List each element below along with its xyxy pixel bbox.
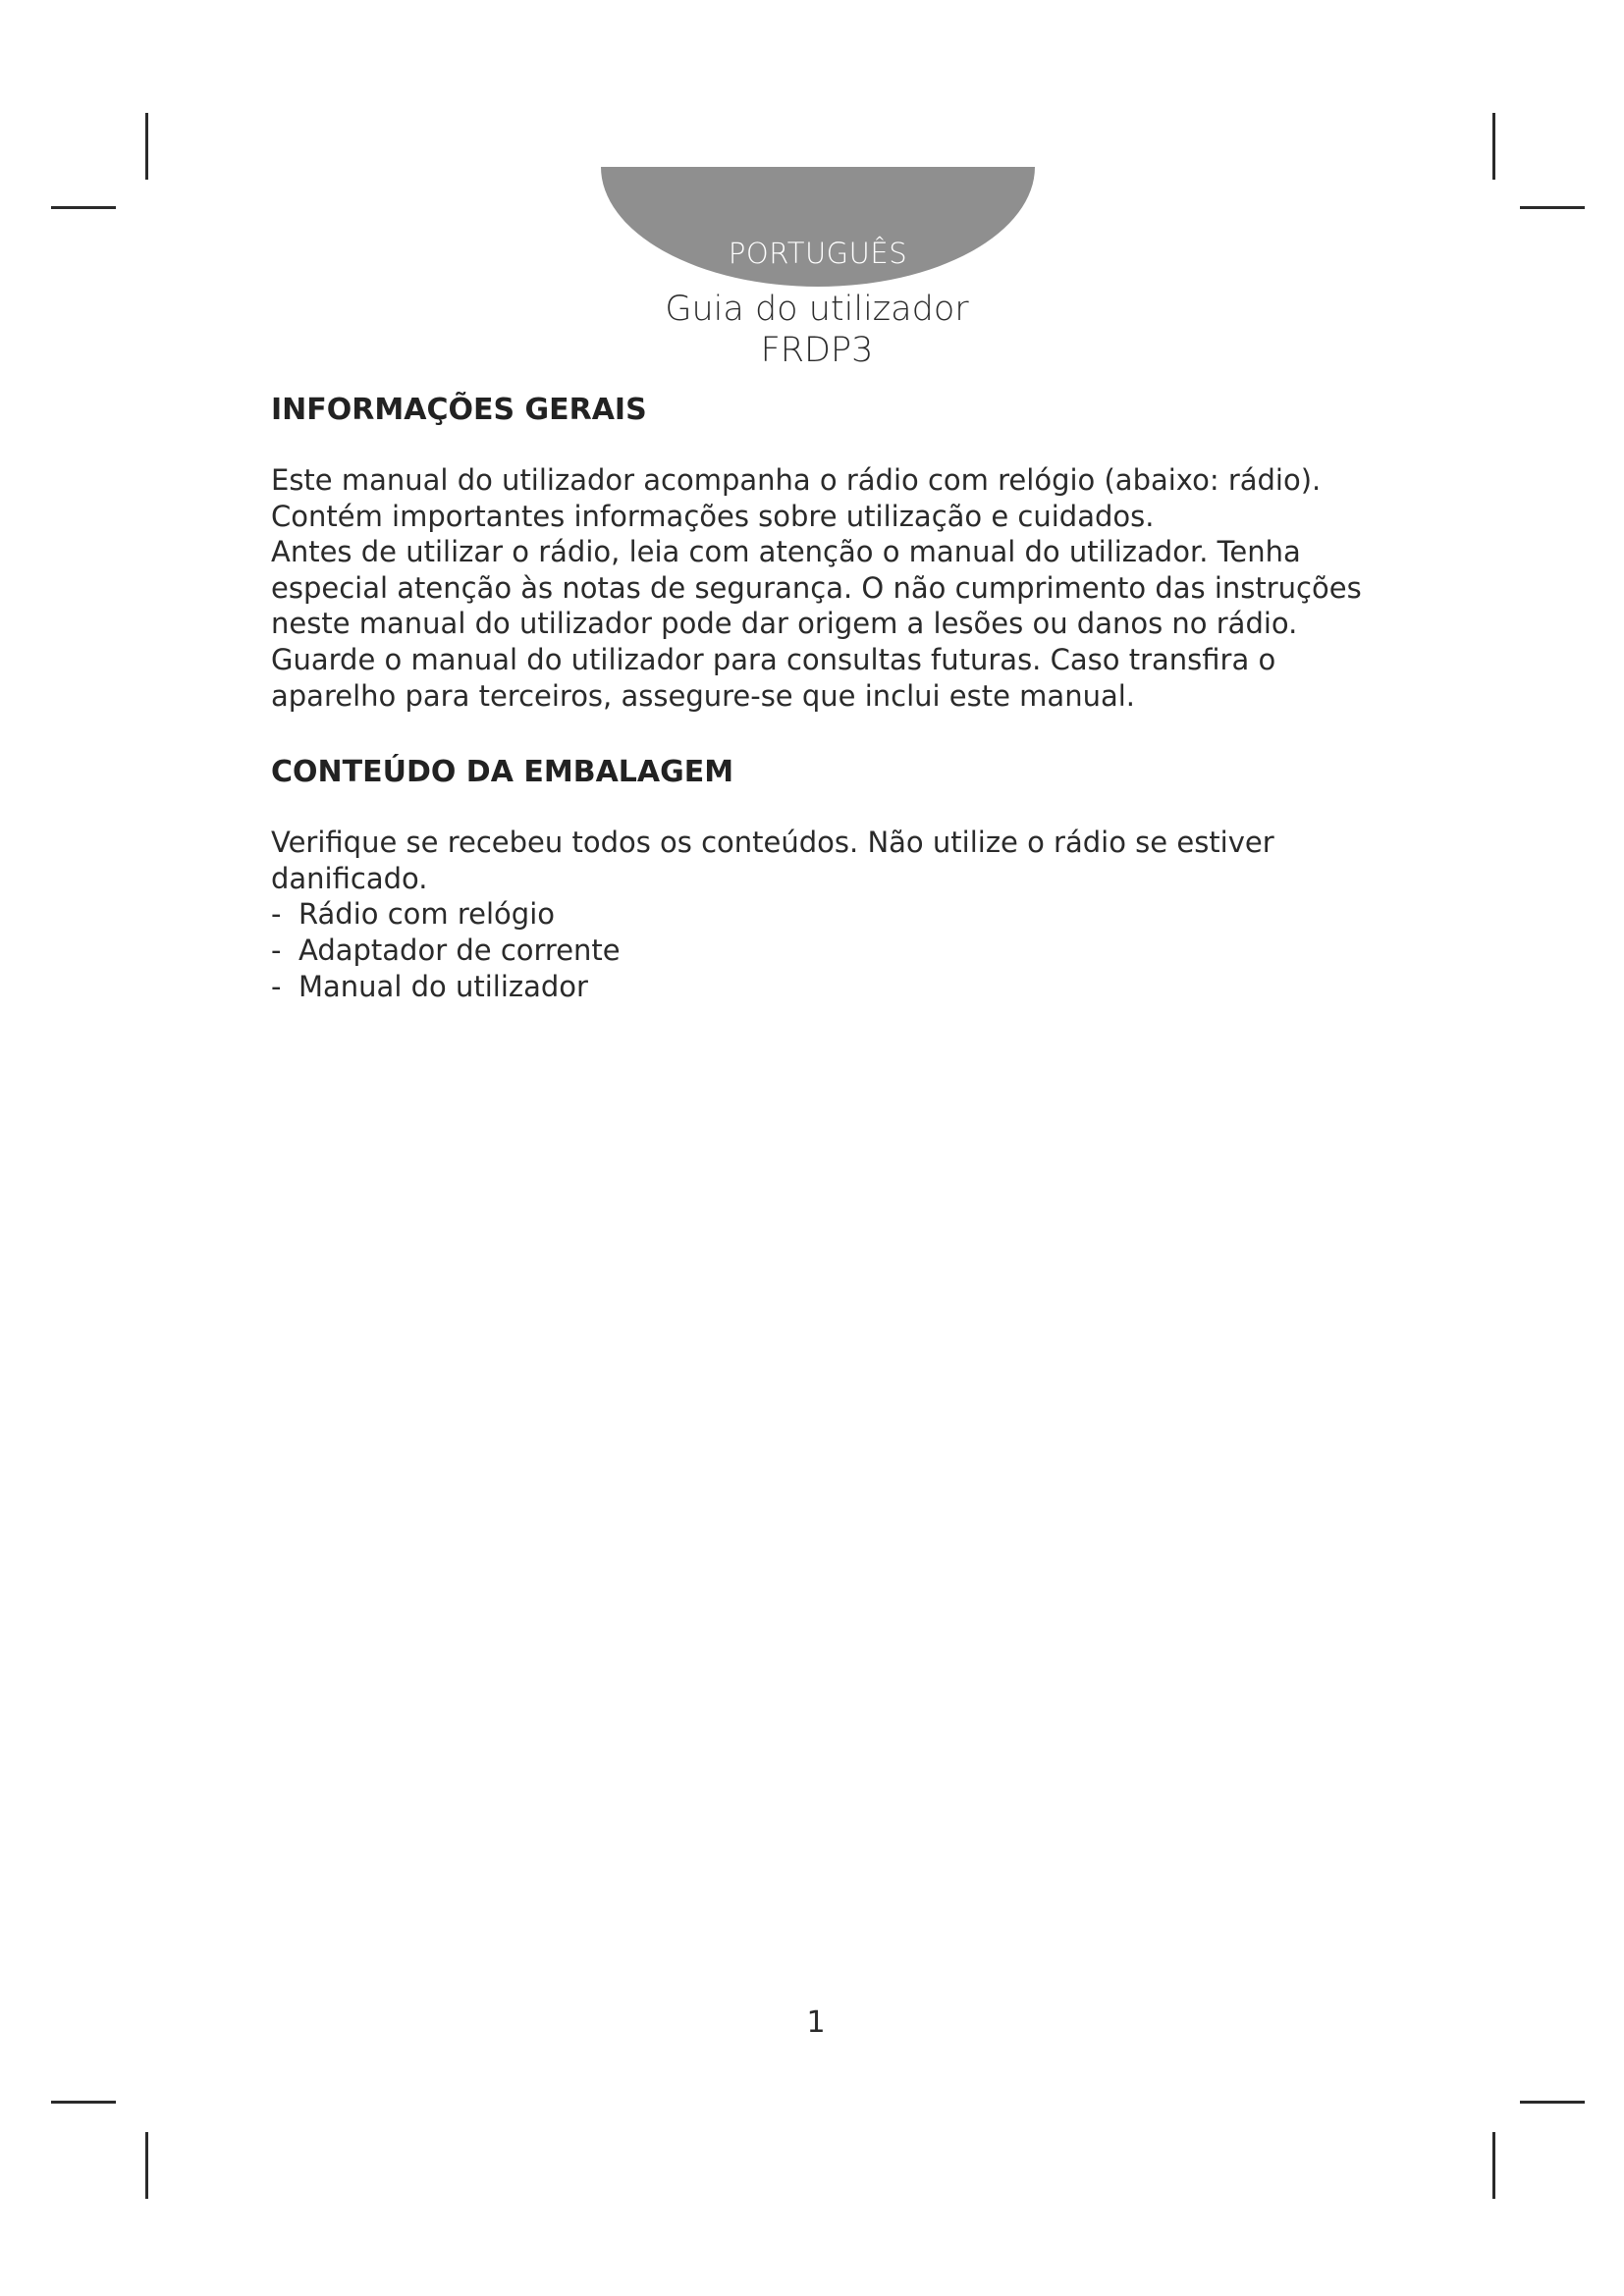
paragraph-line: Guarde o manual do utilizador para consultas futuras. Caso transfira o [271,642,1276,676]
list-item-text: Adaptador de corrente [298,933,621,967]
document-title-block [0,289,1624,371]
package-contents-paragraph [271,825,1371,896]
paragraph-line: aparelho para terceiros, assegure-se que inclui este manual. [271,678,1136,713]
list-dash: - [271,933,282,967]
paragraph-line: Verifique se recebeu todos os conteúdos. Não utilize o rádio se estiver [271,826,1274,860]
crop-mark-top-right-horizontal [1520,206,1585,209]
main-content [271,391,1371,1004]
list-item [271,896,1371,933]
list-item-text: Rádio com relógio [298,897,555,932]
crop-mark-top-left-horizontal [51,206,116,209]
paragraph-line: Este manual do utilizador acompanha o rádio com relógio (abaixo: rádio). [271,463,1322,497]
paragraph-line: Contém importantes informações sobre utilização e cuidados. [271,499,1155,533]
general-info-paragraph [271,462,1371,714]
crop-mark-bottom-left-horizontal [51,2101,116,2104]
package-contents-list [271,896,1371,1004]
paragraph-line: especial atenção às notas de segurança. O não cumprimento das instruções [271,570,1362,605]
list-dash: - [271,969,282,1003]
section-heading-general-info: INFORMAÇÕES GERAIS [271,393,647,427]
list-item [271,969,1371,1005]
list-item-text: Manual do utilizador [298,969,588,1003]
page-number: 1 [806,2005,826,2040]
list-item [271,933,1371,969]
model-number: FRDP3 [760,331,874,370]
paragraph-line: Antes de utilizar o rádio, leia com atenção o manual do utilizador. Tenha [271,535,1301,569]
section-heading-package-contents: CONTEÚDO DA EMBALAGEM [271,755,734,790]
list-dash: - [271,897,282,932]
paragraph-line: neste manual do utilizador pode dar origem a lesões ou danos no rádio. [271,607,1298,641]
crop-mark-top-right-vertical [1492,113,1495,180]
crop-mark-bottom-left-vertical [145,2132,148,2199]
document-title: Guia do utilizador [665,290,969,329]
crop-mark-top-left-vertical [145,113,148,180]
paragraph-line: danificado. [271,861,428,895]
crop-mark-bottom-right-vertical [1492,2132,1495,2199]
crop-mark-bottom-right-horizontal [1520,2101,1585,2104]
language-tab-label: PORTUGUÊS [728,237,908,270]
